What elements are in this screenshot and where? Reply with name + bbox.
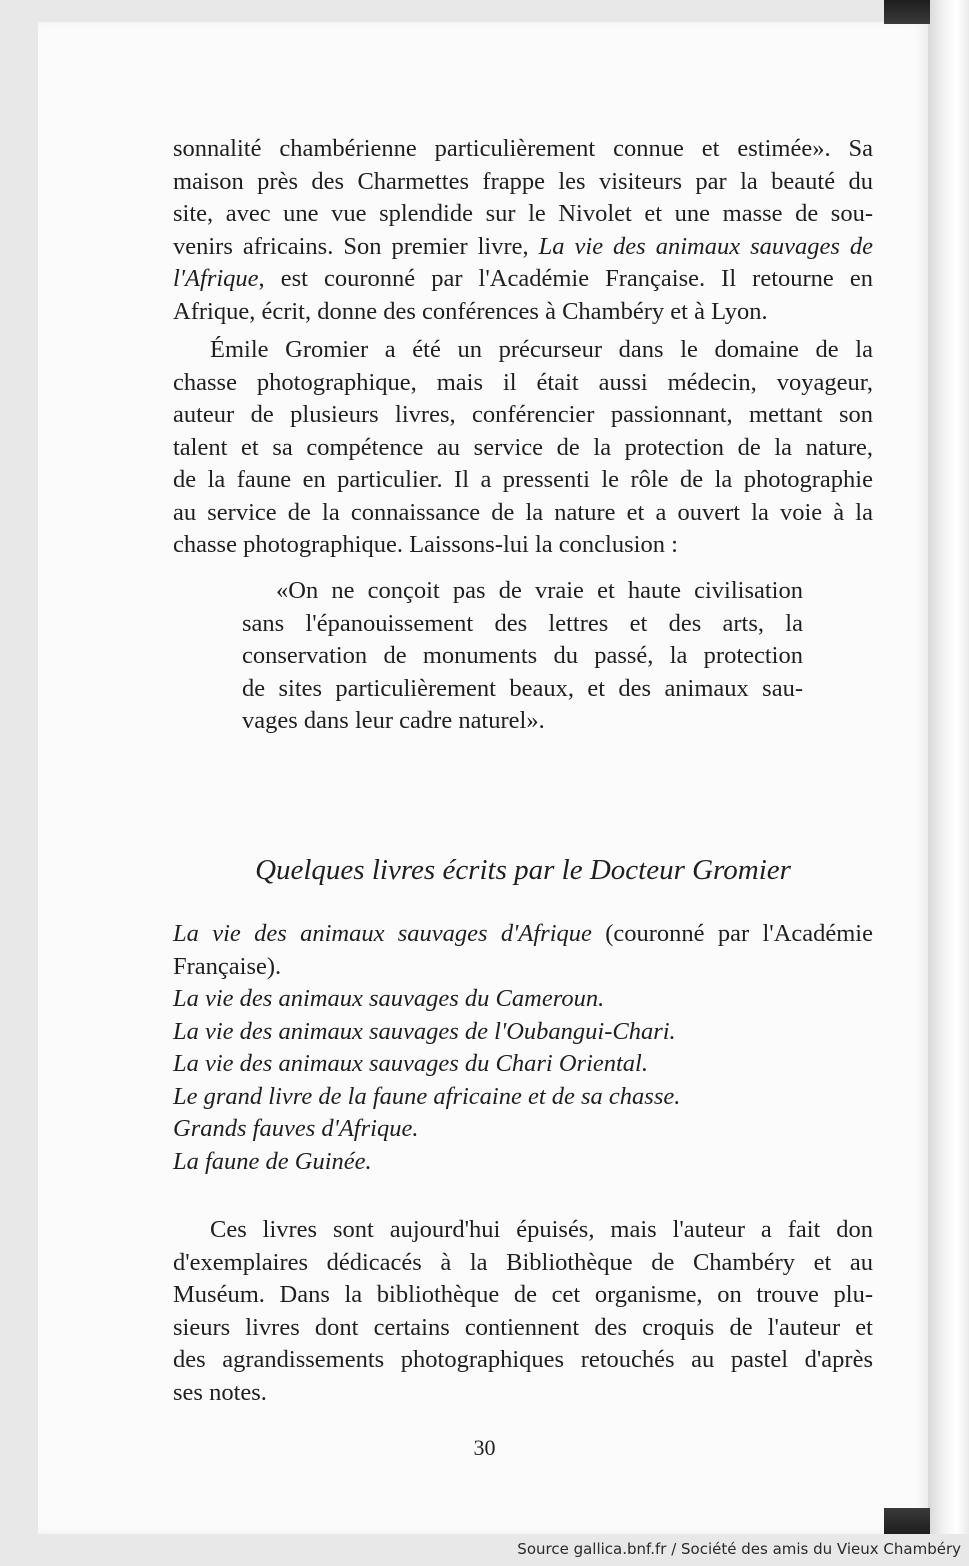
section-heading: Quelques livres écrits par le Docteur Gromier [255, 854, 791, 886]
text-fragment: venirs africains. Son premier livre, [173, 232, 539, 260]
text-line: Émile Gromier a été un précurseur dans le domaine de la [210, 336, 873, 363]
page-number: 30 [473, 1435, 496, 1460]
text-line [173, 263, 873, 296]
text-line: sonnalité chambérienne particulièrement connue et estimée». Sa [173, 135, 873, 162]
text-line: maison près des Charmettes frappe les visiteurs par la beauté du [173, 167, 873, 195]
text-line: d'exemplaires dédicacés à la Bibliothèque de Chambéry et au [173, 1248, 873, 1276]
text-line: auteur de plusieurs livres, conférencier passionnant, mettant son [173, 401, 873, 428]
book-title-italic: La vie des animaux sauvages d'Afrique [173, 920, 592, 947]
book-cover-bottom [884, 1508, 930, 1534]
paragraph-2 [173, 334, 873, 562]
paragraph-1 [173, 133, 873, 328]
book-title-italic: La vie des animaux sauvages de [538, 232, 874, 260]
text-line: chasse photographique, mais il était aussi médecin, voyageur, [173, 368, 873, 396]
book-list [173, 918, 873, 1178]
quote-line: conservation de monuments du passé, la protection [242, 642, 803, 669]
paragraph-3 [173, 1214, 873, 1409]
text-line: Afrique, écrit, donne des conférences à Chambéry et à Lyon. [173, 297, 768, 325]
list-item: Le grand livre de la faune africaine et de sa chasse. [173, 1082, 681, 1110]
quote-line: sans l'épanouissement des lettres et des arts, la [242, 609, 803, 637]
text-line: ses notes. [173, 1378, 267, 1406]
text-line: Muséum. Dans la bibliothèque de cet organisme, on trouve plu- [173, 1281, 873, 1308]
text-line: au service de la connaissance de la nature et a ouvert la voie à la [173, 498, 873, 526]
book-note-continued: Française). [173, 952, 282, 980]
text-line: de la faune en particulier. Il a pressenti le rôle de la photographie [173, 466, 873, 493]
list-item: La faune de Guinée. [173, 1147, 372, 1175]
source-credit: Source gallica.bnf.fr / Société des amis du Vieux Chambéry [517, 1540, 961, 1558]
book-cover-top [884, 0, 930, 24]
book-title-italic: l'Afrique [173, 265, 259, 292]
page-edge [928, 0, 969, 1534]
list-item: La vie des animaux sauvages du Cameroun. [173, 985, 605, 1012]
text-line: talent et sa compétence au service de la protection de la nature, [173, 433, 873, 461]
text-fragment: , est couronné par l'Académie Française. Il retourne en [258, 265, 873, 292]
quote-line: de sites particulièrement beaux, et des animaux sau- [242, 674, 803, 702]
text-line: site, avec une vue splendide sur le Nivolet et une masse de sou- [173, 200, 873, 227]
text-line: chasse photographique. Laissons-lui la conclusion : [173, 531, 678, 558]
book-note: (couronné par l'Académie [591, 920, 873, 947]
block-quote [242, 575, 803, 738]
text-line: Ces livres sont aujourd'hui épuisés, mais l'auteur a fait don [210, 1216, 873, 1243]
quote-line: vages dans leur cadre naturel». [242, 707, 545, 734]
quote-line: «On ne conçoit pas de vraie et haute civilisation [276, 577, 803, 604]
text-line: des agrandissements photographiques retouchés au pastel d'après [173, 1346, 873, 1373]
text-line [173, 231, 873, 264]
list-item [173, 918, 873, 951]
text-line: sieurs livres dont certains contiennent des croquis de l'auteur et [173, 1313, 873, 1341]
list-item: La vie des animaux sauvages de l'Oubangui-Chari. [173, 1017, 676, 1045]
list-item: La vie des animaux sauvages du Chari Oriental. [173, 1050, 648, 1077]
list-item: Grands fauves d'Afrique. [173, 1115, 419, 1142]
